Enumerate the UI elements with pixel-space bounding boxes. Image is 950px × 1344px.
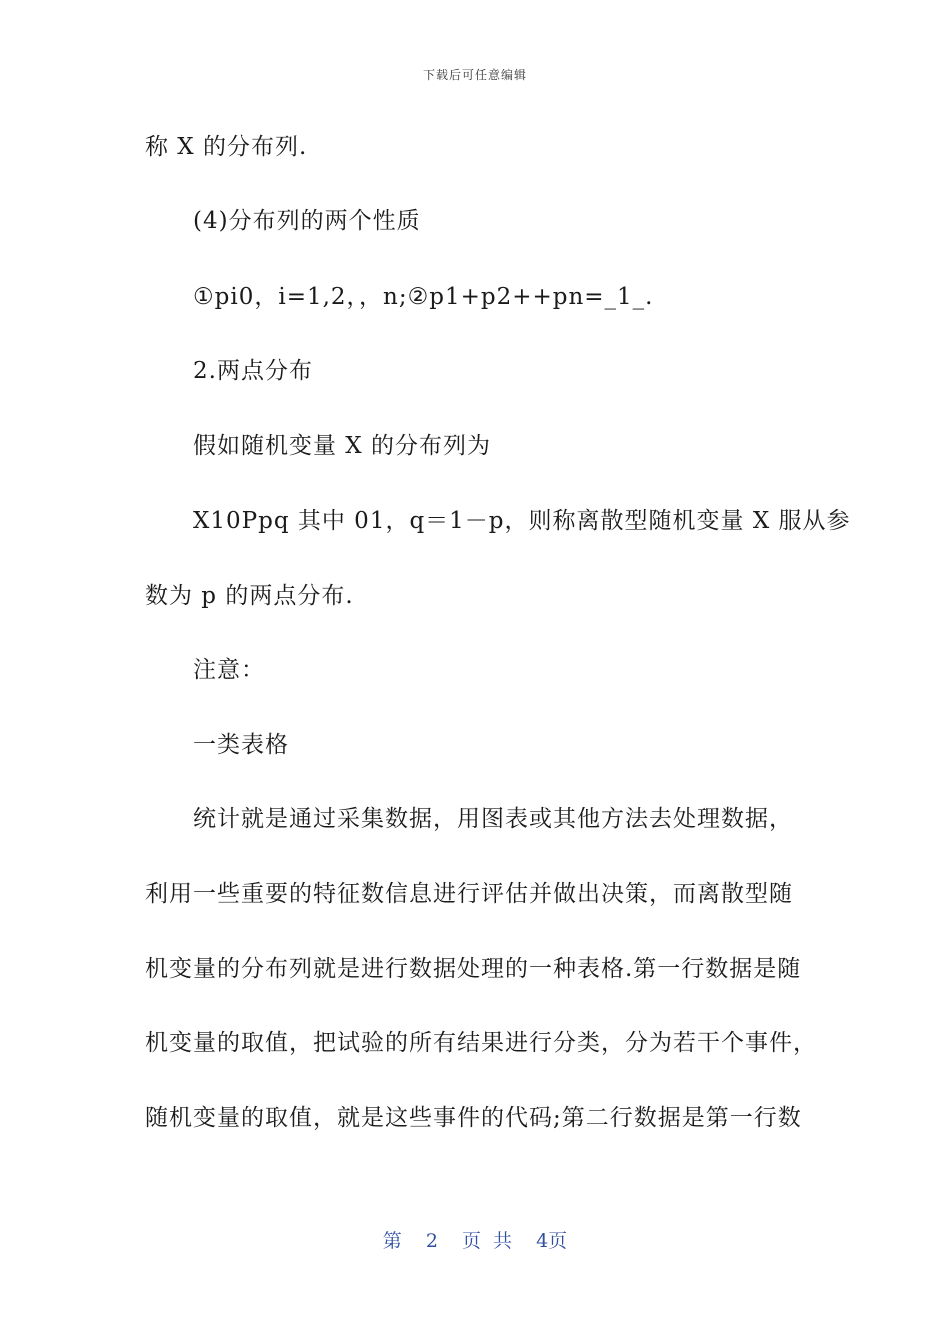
- body-line: 称 X 的分布列.: [145, 134, 308, 160]
- body-line: 机变量的取值，把试验的所有结果进行分类，分为若干个事件，: [145, 1030, 817, 1056]
- footer-label-of: 页 共: [462, 1230, 513, 1252]
- body-line: 一类表格: [193, 732, 289, 758]
- body-line: 假如随机变量 X 的分布列为: [193, 433, 491, 459]
- body-line: 统计就是通过采集数据，用图表或其他方法去处理数据，: [193, 806, 793, 832]
- section-heading: 2.两点分布: [193, 358, 313, 384]
- body-line: 注意：: [193, 657, 265, 683]
- body-line: 随机变量的取值，就是这些事件的代码;第二行数据是第一行数: [145, 1105, 802, 1131]
- body-line: 机变量的分布列就是进行数据处理的一种表格.第一行数据是随: [145, 956, 802, 982]
- body-line: (4)分布列的两个性质: [193, 208, 421, 234]
- body-line: 数为 p 的两点分布.: [145, 583, 354, 609]
- body-line: 利用一些重要的特征数信息进行评估并做出决策，而离散型随: [145, 881, 793, 907]
- page-footer: [0, 1226, 950, 1253]
- footer-total-pages: 4页: [536, 1230, 568, 1252]
- body-line: ①pi0，i=1,2，，n;②p1+p2++pn=_1_.: [193, 284, 654, 310]
- footer-current-page: 2: [425, 1230, 438, 1252]
- body-line: X10Ppq 其中 01，q＝1－p，则称离散型随机变量 X 服从参: [193, 508, 851, 534]
- page-header: 下载后可任意编辑: [422, 68, 527, 82]
- footer-label-page: 第: [382, 1230, 402, 1252]
